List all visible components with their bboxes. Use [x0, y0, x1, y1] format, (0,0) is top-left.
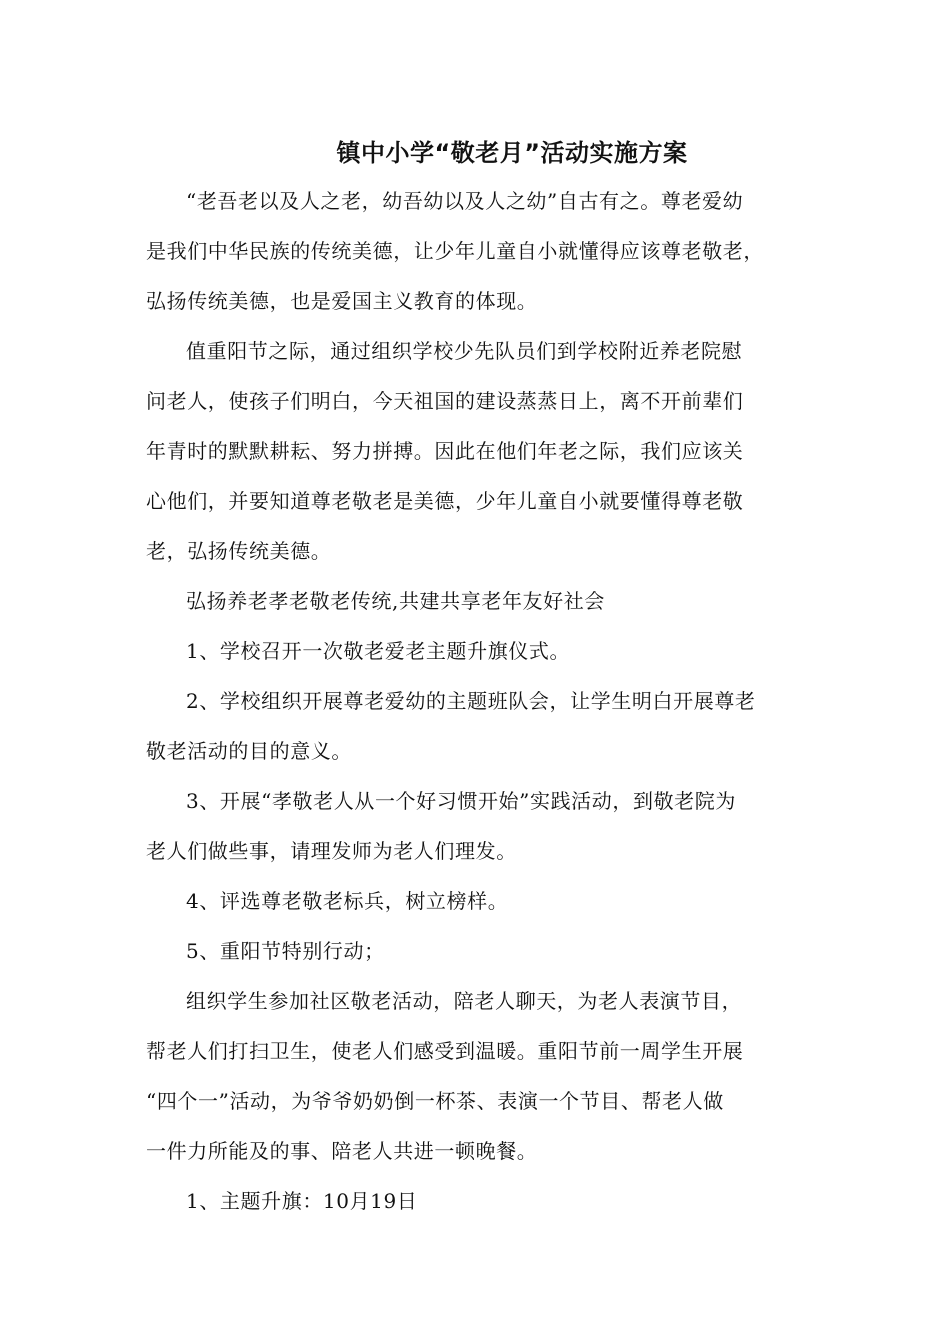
- text-line: 值重阳节之际，通过组织学校少先队员们到学校附近养老院慰: [186, 339, 743, 363]
- list-item: [146, 776, 818, 876]
- text-line: 2、学校组织开展尊老爱幼的主题班队会，让学生明白开展尊老: [186, 689, 756, 713]
- text-line: 组织学生参加社区敬老活动，陪老人聊天，为老人表演节目，: [186, 989, 743, 1013]
- text-line: 帮老人们打扫卫生，使老人们感受到温暖。重阳节前一周学生开展: [146, 1039, 744, 1063]
- document-body: [146, 176, 818, 1226]
- text-line: 4、评选尊老敬老标兵，树立榜样。: [186, 889, 509, 913]
- text-line: 5、重阳节特别行动；: [186, 939, 385, 963]
- paragraph-intro: [146, 176, 818, 326]
- text-line: “四个一”活动，为爷爷奶奶倒一杯茶、表演一个节目、帮老人做: [146, 1089, 724, 1113]
- text-line: 老，弘扬传统美德。: [146, 539, 332, 563]
- text-line: 1、主题升旗：10月19日: [186, 1189, 418, 1213]
- text-line: 敬老活动的目的意义。: [146, 739, 352, 763]
- text-line: 弘扬养老孝老敬老传统,共建共享老年友好社会: [186, 589, 605, 613]
- text-line: 年青时的默默耕耘、努力拼搏。因此在他们年老之际，我们应该关: [146, 439, 744, 463]
- schedule-item: [146, 1176, 818, 1226]
- text-line: 一件力所能及的事、陪老人共进一顿晚餐。: [146, 1139, 538, 1163]
- text-line: 老人们做些事，请理发师为老人们理发。: [146, 839, 517, 863]
- text-line: 心他们，并要知道尊老敬老是美德，少年儿童自小就要懂得尊老敬: [146, 489, 744, 513]
- paragraph-theme: [146, 576, 818, 626]
- list-item: [146, 626, 818, 676]
- text-line: 是我们中华民族的传统美德，让少年儿童自小就懂得应该尊老敬老，: [146, 239, 764, 263]
- list-item: [146, 676, 818, 776]
- text-line: 1、学校召开一次敬老爱老主题升旗仪式。: [186, 639, 571, 663]
- list-item: [146, 876, 818, 926]
- text-line: 弘扬传统美德，也是爱国主义教育的体现。: [146, 289, 538, 313]
- text-line: “老吾老以及人之老，幼吾幼以及人之幼”自古有之。尊老爱幼: [186, 189, 744, 213]
- text-line: 3、开展“孝敬老人从一个好习惯开始”实践活动，到敬老院为: [186, 789, 736, 813]
- paragraph-background: [146, 326, 818, 576]
- text-line: 问老人，使孩子们明白，今天祖国的建设蒸蒸日上，离不开前辈们: [146, 389, 744, 413]
- paragraph-activity: [146, 976, 818, 1176]
- list-item: [146, 926, 818, 976]
- document-title: 镇中小学“敬老月”活动实施方案: [336, 139, 688, 167]
